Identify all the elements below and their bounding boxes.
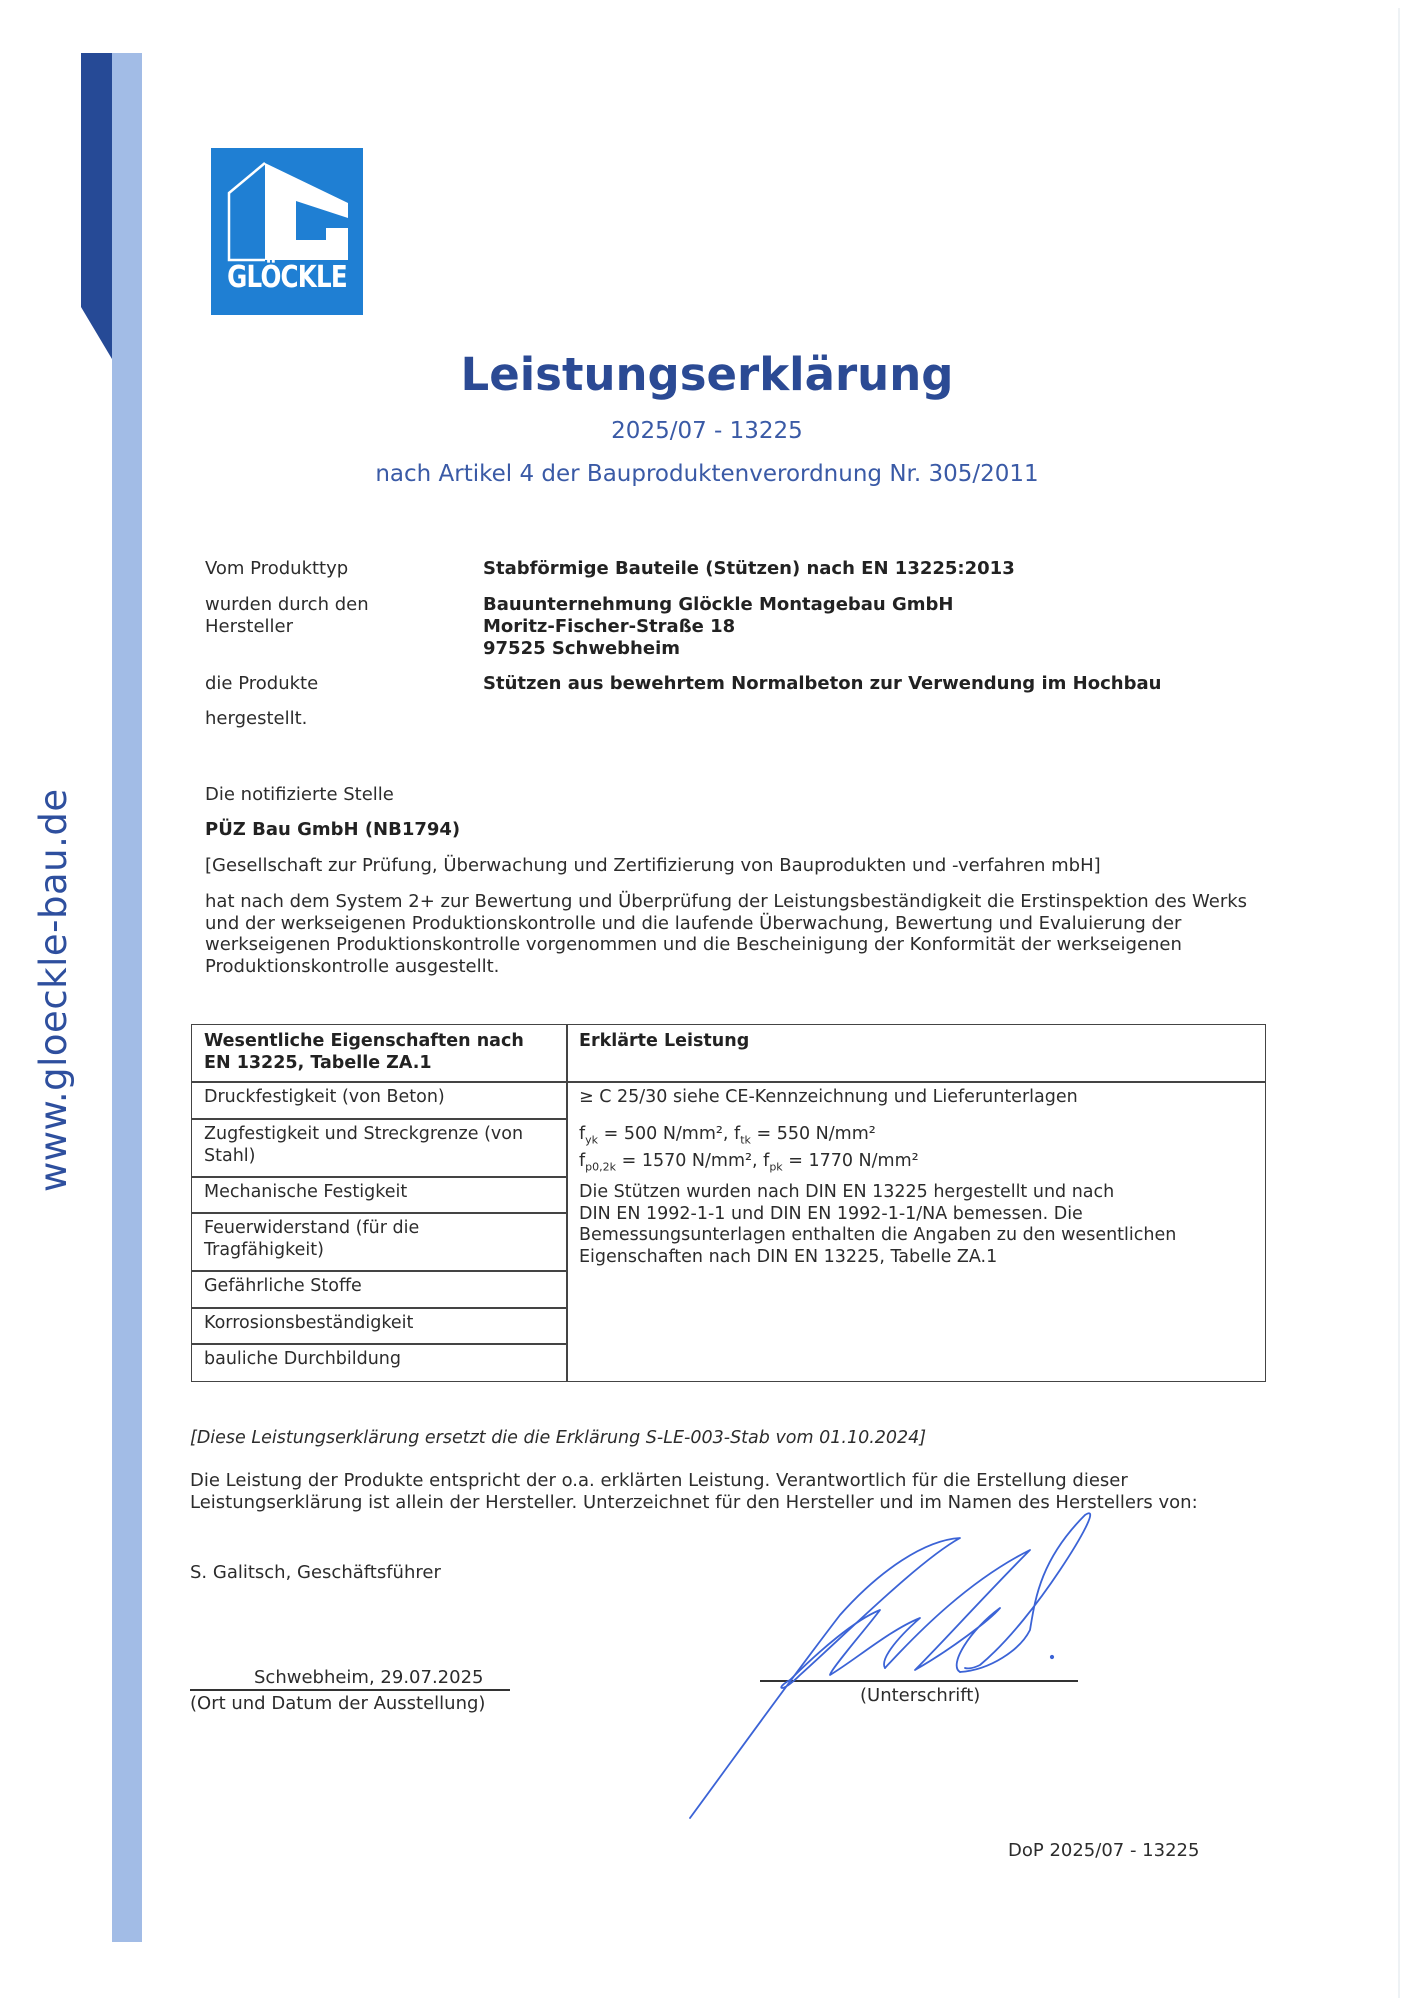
design-line: Eigenschaften nach DIN EN 13225, Tabelle ZA.1 (579, 1246, 998, 1267)
company-logo (211, 148, 363, 315)
statement-line: und der werkseigenen Produktionskontrolle und die laufende Überwachung, Bewertung und Evaluierung der (205, 912, 1182, 934)
table-header-performance: Erklärte Leistung (579, 1031, 750, 1051)
performance-design (579, 1182, 1176, 1268)
notified-body-label: Die notifizierte Stelle (205, 784, 394, 805)
place-date-line (190, 1689, 510, 1691)
table-row (204, 1349, 401, 1371)
value: = 1770 N/mm² (782, 1151, 919, 1171)
signature-caption: (Unterschrift) (860, 1685, 981, 1706)
table-row (204, 1182, 407, 1204)
subscript: yk (585, 1133, 599, 1147)
steel-line-2 (579, 1151, 919, 1178)
steel-line-1 (579, 1124, 919, 1151)
website-url: www.gloeckle-bau.de (32, 788, 75, 1192)
manufacturer-street: Moritz-Fischer-Straße 18 (483, 616, 736, 637)
property-name: bauliche Durchbildung (204, 1349, 402, 1369)
handwritten-signature (680, 1500, 1100, 1840)
value: = 1570 N/mm², (616, 1151, 764, 1171)
decorative-bar-dark (81, 53, 112, 359)
products-label: die Produkte (205, 673, 319, 694)
regulation-subtitle: nach Artikel 4 der Bauproduktenverordnung Nr. 305/2011 (375, 461, 1039, 487)
table-column-divider (566, 1025, 568, 1381)
produced-label: hergestellt. (205, 708, 308, 729)
place-date: Schwebheim, 29.07.2025 (254, 1667, 484, 1688)
table-row (204, 1313, 413, 1335)
manufacturer-name: Bauunternehmung Glöckle Montagebau GmbH (483, 594, 954, 615)
performance-table (191, 1024, 1266, 1382)
table-row (204, 1218, 419, 1261)
header-line: Wesentliche Eigenschaften nach (204, 1031, 524, 1051)
table-row-divider (192, 1307, 566, 1309)
statement-line: Produktionskontrolle ausgestellt. (205, 955, 500, 977)
manufacturer-city: 97525 Schwebheim (483, 638, 681, 659)
value: = 550 N/mm² (750, 1124, 876, 1144)
notified-body-statement (205, 891, 1247, 977)
property-name: Korrosionsbeständigkeit (204, 1313, 414, 1333)
table-header-divider (192, 1081, 1265, 1083)
products-value: Stützen aus bewehrtem Normalbeton zur Verwendung im Hochbau (483, 673, 1162, 694)
table-row-divider (192, 1270, 566, 1272)
manufacturer-label-1: wurden durch den (205, 594, 369, 615)
symbol: f (734, 1124, 741, 1144)
design-line: DIN EN 1992-1-1 und DIN EN 1992-1-1/NA bemessen. Die (579, 1203, 1083, 1224)
symbol: f (763, 1151, 770, 1171)
product-type-value: Stabförmige Bauteile (Stützen) nach EN 13225:2013 (483, 558, 1015, 579)
property-name-cont: Tragfähigkeit) (204, 1239, 324, 1260)
page-title: Leistungserklärung (460, 348, 954, 401)
performance-concrete: ≥ C 25/30 siehe CE-Kennzeichnung und Lieferunterlagen (579, 1087, 1078, 1107)
notified-body-name: PÜZ Bau GmbH (NB1794) (205, 819, 461, 840)
property-name: Gefährliche Stoffe (204, 1276, 362, 1296)
dop-reference: DoP 2025/07 - 13225 (1008, 1840, 1200, 1861)
table-row-divider (192, 1212, 566, 1214)
property-name: Mechanische Festigkeit (204, 1182, 408, 1202)
statement-line: werkseigenen Produktionskontrolle vorgenommen und die Bescheinigung der Konformität der werkseigenen (205, 934, 1182, 955)
statement-line: hat nach dem System 2+ zur Bewertung und Überprüfung der Leistungsbeständigkeit die Erstinspektion des Werks (205, 891, 1248, 912)
signer-name: S. Galitsch, Geschäftsführer (190, 1562, 441, 1583)
design-line: Bemessungsunterlagen enthalten die Angaben zu den wesentlichen (579, 1225, 1177, 1245)
performance-steel (579, 1124, 919, 1178)
property-name: Feuerwiderstand (für die (204, 1218, 420, 1238)
declaration-line: Die Leistung der Produkte entspricht der o.a. erklärten Leistung. Verantwortlich für die Erstellung dieser (190, 1470, 1128, 1491)
table-row (204, 1124, 523, 1167)
table-row-divider (192, 1176, 566, 1178)
property-name: Druckfestigkeit (von Beton) (204, 1087, 445, 1107)
document-number: 2025/07 - 13225 (611, 418, 803, 444)
table-header-properties (204, 1031, 524, 1074)
value: = 500 N/mm², (598, 1124, 735, 1144)
declaration-line: Leistungserklärung ist allein der Hersteller. Unterzeichnet für den Hersteller und im Namen des Herstellers von: (190, 1491, 1198, 1513)
symbol: f (579, 1151, 586, 1171)
replacement-note: [Diese Leistungserklärung ersetzt die die Erklärung S-LE-003-Stab vom 01.10.2024] (190, 1428, 927, 1448)
product-type-label: Vom Produkttyp (205, 558, 349, 579)
property-name: Zugfestigkeit und Streckgrenze (von (204, 1124, 524, 1144)
design-line: Die Stützen wurden nach DIN EN 13225 hergestellt und nach (579, 1182, 1115, 1202)
property-name-cont: Stahl) (204, 1145, 256, 1166)
subscript: p0,2k (585, 1160, 617, 1174)
notified-body-full-name: [Gesellschaft zur Prüfung, Überwachung und Zertifizierung von Bauprodukten und -verfahren mbH] (205, 855, 1101, 876)
decorative-bar-light (112, 53, 142, 1942)
table-row (204, 1276, 362, 1298)
symbol: f (579, 1124, 586, 1144)
logo-wordmark: GLÖCKLE (227, 260, 347, 295)
header-line: EN 13225, Tabelle ZA.1 (204, 1052, 432, 1073)
page-edge-line (1398, 8, 1400, 1998)
table-row-divider (192, 1343, 566, 1345)
subscript: tk (740, 1133, 751, 1147)
place-date-caption: (Ort und Datum der Ausstellung) (190, 1693, 486, 1714)
table-row (204, 1087, 445, 1109)
subscript: pk (769, 1160, 783, 1174)
table-row-divider (192, 1118, 566, 1120)
manufacturer-label-2: Hersteller (205, 616, 293, 637)
